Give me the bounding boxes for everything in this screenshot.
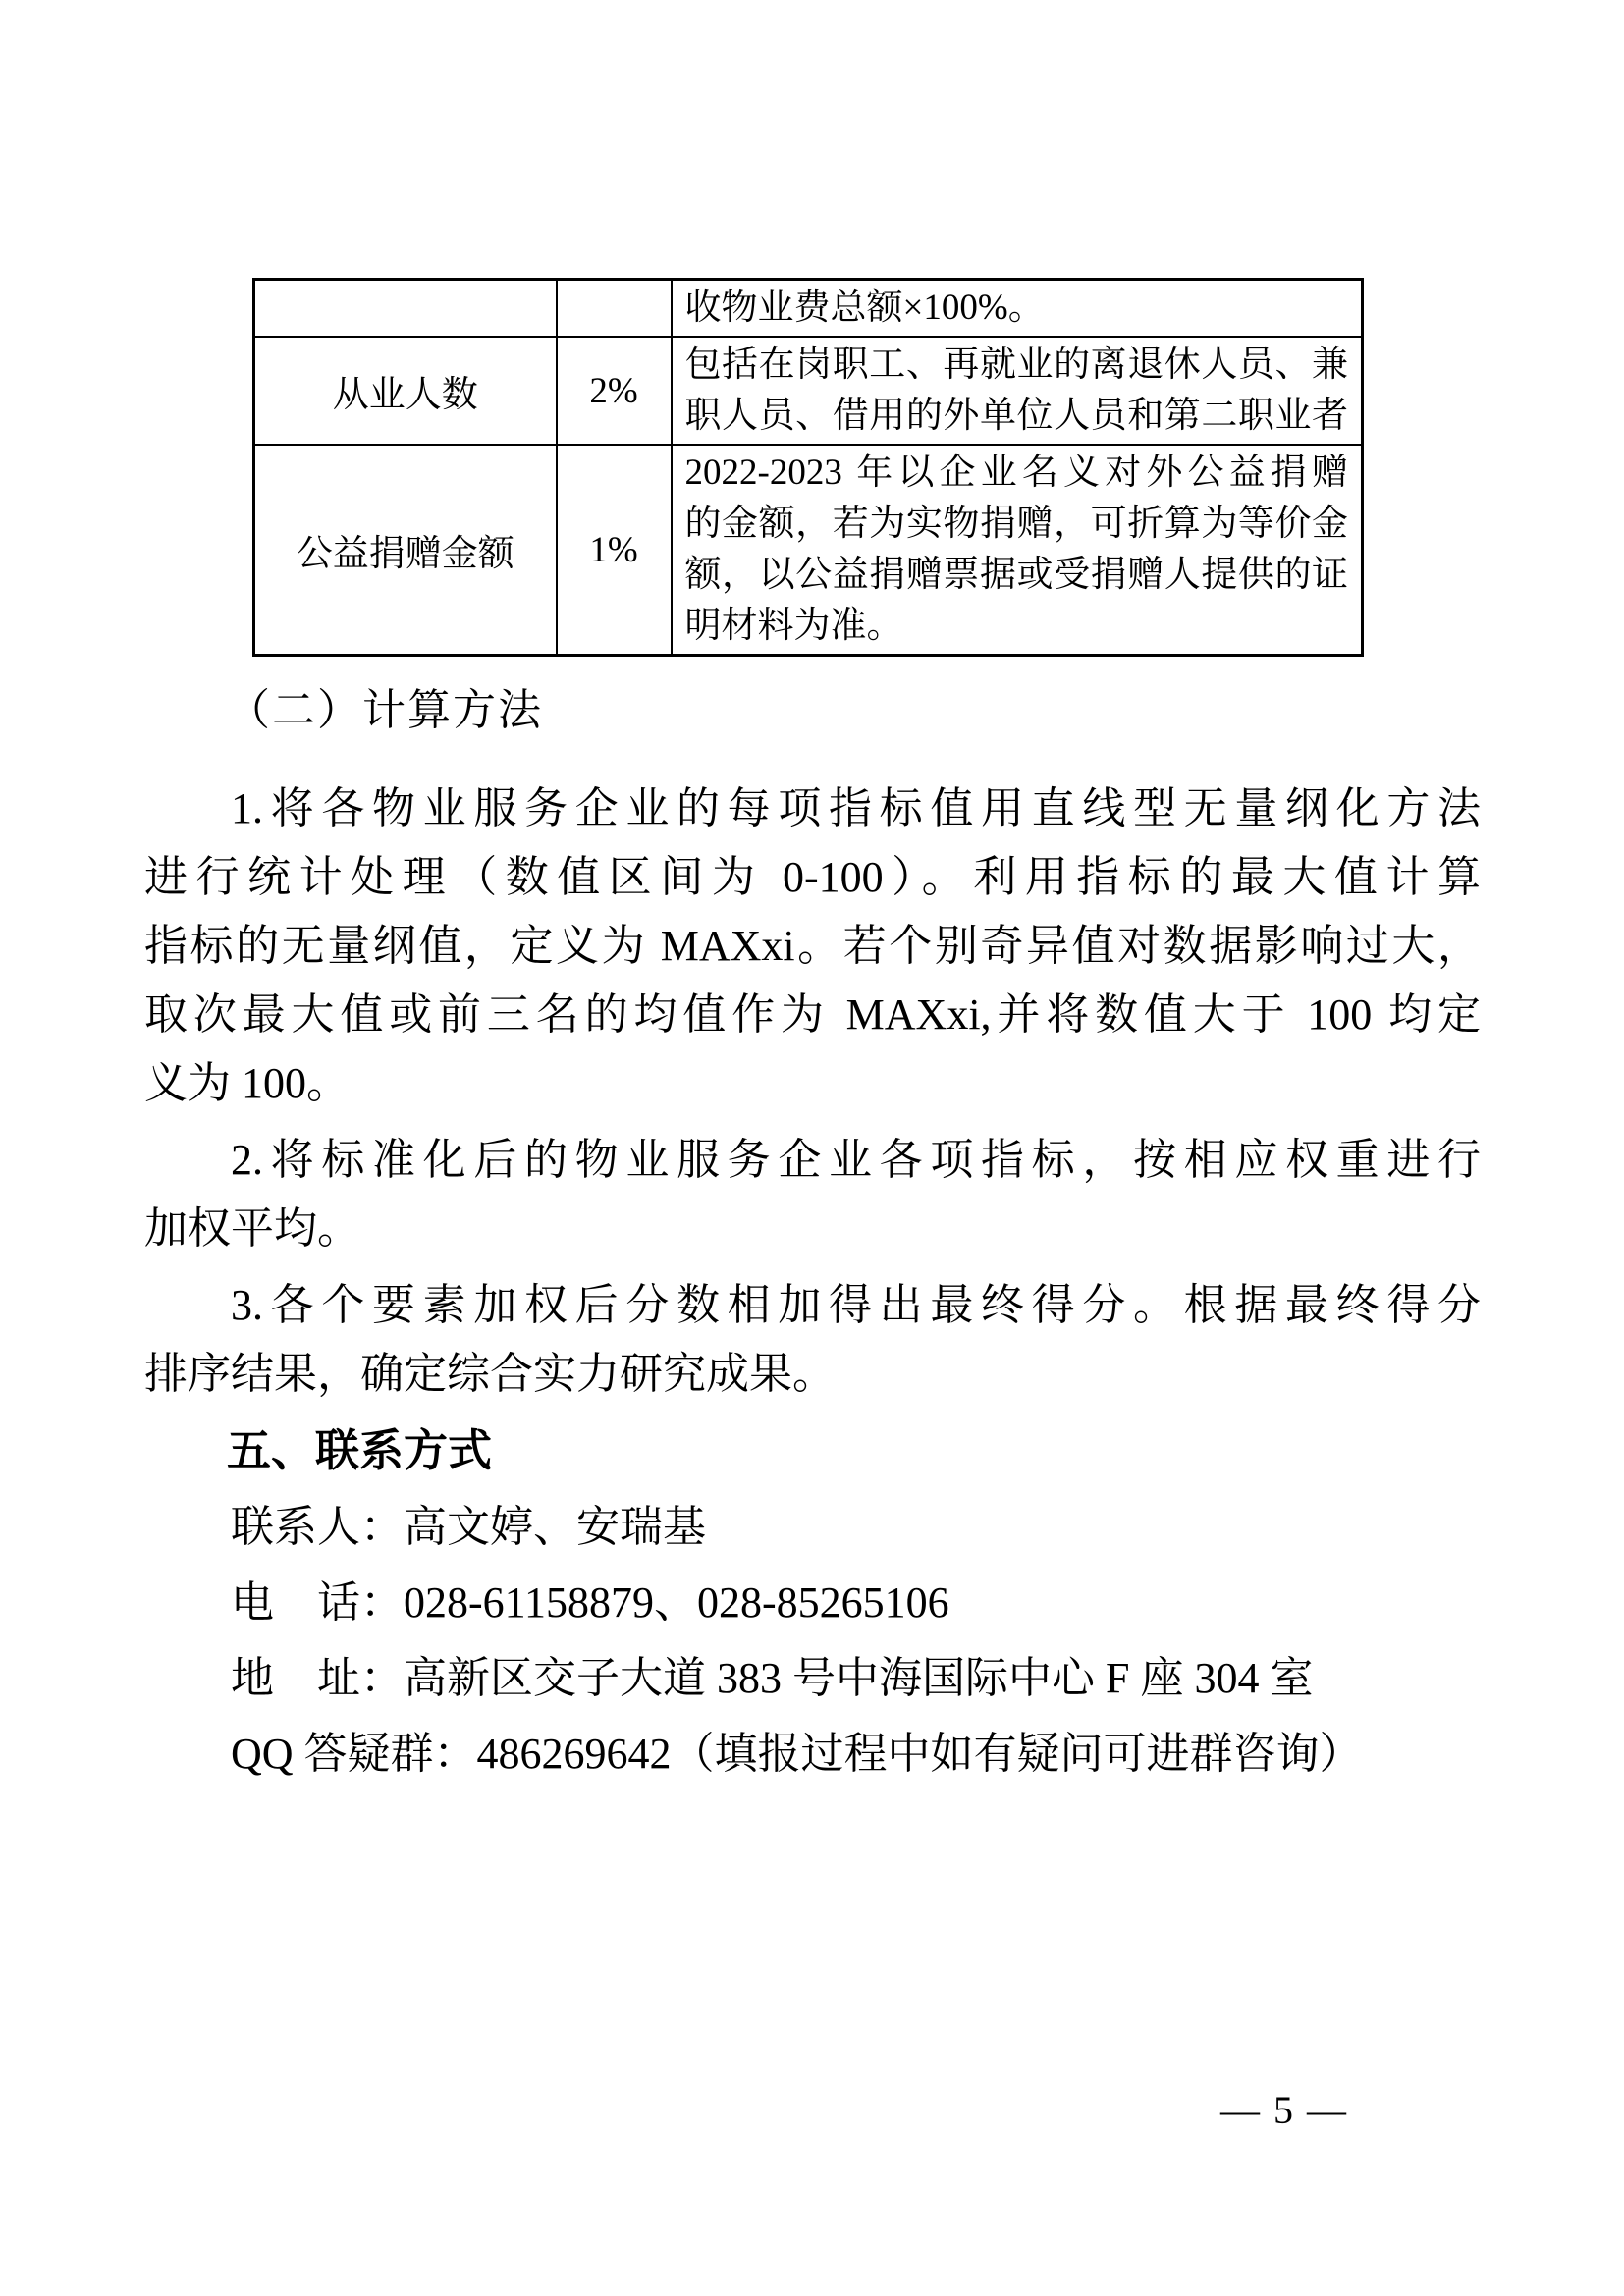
paragraph-line: 进行统计处理（数值区间为 0-100）。利用指标的最大值计算 (144, 853, 1481, 901)
table-row (254, 445, 1363, 656)
paragraph-line: 加权平均。 (144, 1204, 360, 1253)
description-line: 额，以公益捐赠票据或受捐赠人提供的证 (684, 555, 1348, 595)
indicator-name-cell: 公益捐赠金额 (254, 445, 557, 656)
table-row (254, 280, 1363, 338)
description-line: 的金额，若为实物捐赠，可折算为等价金 (684, 504, 1348, 544)
paragraph-line: 义为 100。 (144, 1059, 350, 1107)
paragraph-line: 2.将标准化后的物业服务企业各项指标，按相应权重进行 (231, 1136, 1481, 1184)
description-line: 2022-2023 年以企业名义对外公益捐赠 (684, 453, 1348, 493)
indicator-name-cell (254, 280, 557, 338)
contact-line-address: 地 址：高新区交子大道 383 号中海国际中心 F 座 304 室 (231, 1654, 1314, 1702)
page-number: — 5 — (1220, 2088, 1348, 2132)
weight-cell: 2% (557, 337, 672, 445)
description-line: 明材料为准。 (684, 606, 903, 646)
description-line: 职人员、借用的外单位人员和第二职业者 (684, 396, 1348, 436)
paragraph-line: 3.各个要素加权后分数相加得出最终得分。根据最终得分 (231, 1281, 1481, 1329)
section-heading-contact: 五、联系方式 (227, 1425, 493, 1475)
contact-line-person: 联系人：高文婷、安瑞基 (231, 1503, 706, 1551)
indicator-name-cell: 从业人数 (254, 337, 557, 445)
weight-cell (557, 280, 672, 338)
contact-line-phone: 电 话：028-61158879、028-85265106 (231, 1578, 949, 1627)
weight-cell: 1% (557, 445, 672, 656)
indicator-table (252, 278, 1364, 657)
paragraph-line: 取次最大值或前三名的均值作为 MAXxi,并将数值大于 100 均定 (144, 990, 1481, 1039)
description-cell (672, 280, 1363, 338)
section-heading-calc-method: （二）计算方法 (227, 686, 543, 734)
description-line: 包括在岗职工、再就业的离退休人员、兼 (684, 345, 1348, 385)
paragraph-line: 排序结果，确定综合实力研究成果。 (144, 1350, 836, 1398)
paragraph-line: 指标的无量纲值，定义为 MAXxi。若个别奇异值对数据影响过大， (144, 922, 1481, 970)
paragraph-line: 1.将各物业服务企业的每项指标值用直线型无量纲化方法 (231, 784, 1481, 832)
table-row (254, 337, 1363, 445)
contact-line-qq: QQ 答疑群：486269642（填报过程中如有疑问可进群咨询） (231, 1730, 1363, 1778)
description-cell (672, 445, 1363, 656)
description-cell (672, 337, 1363, 445)
description-line: 收物业费总额×100%。 (684, 288, 1045, 328)
